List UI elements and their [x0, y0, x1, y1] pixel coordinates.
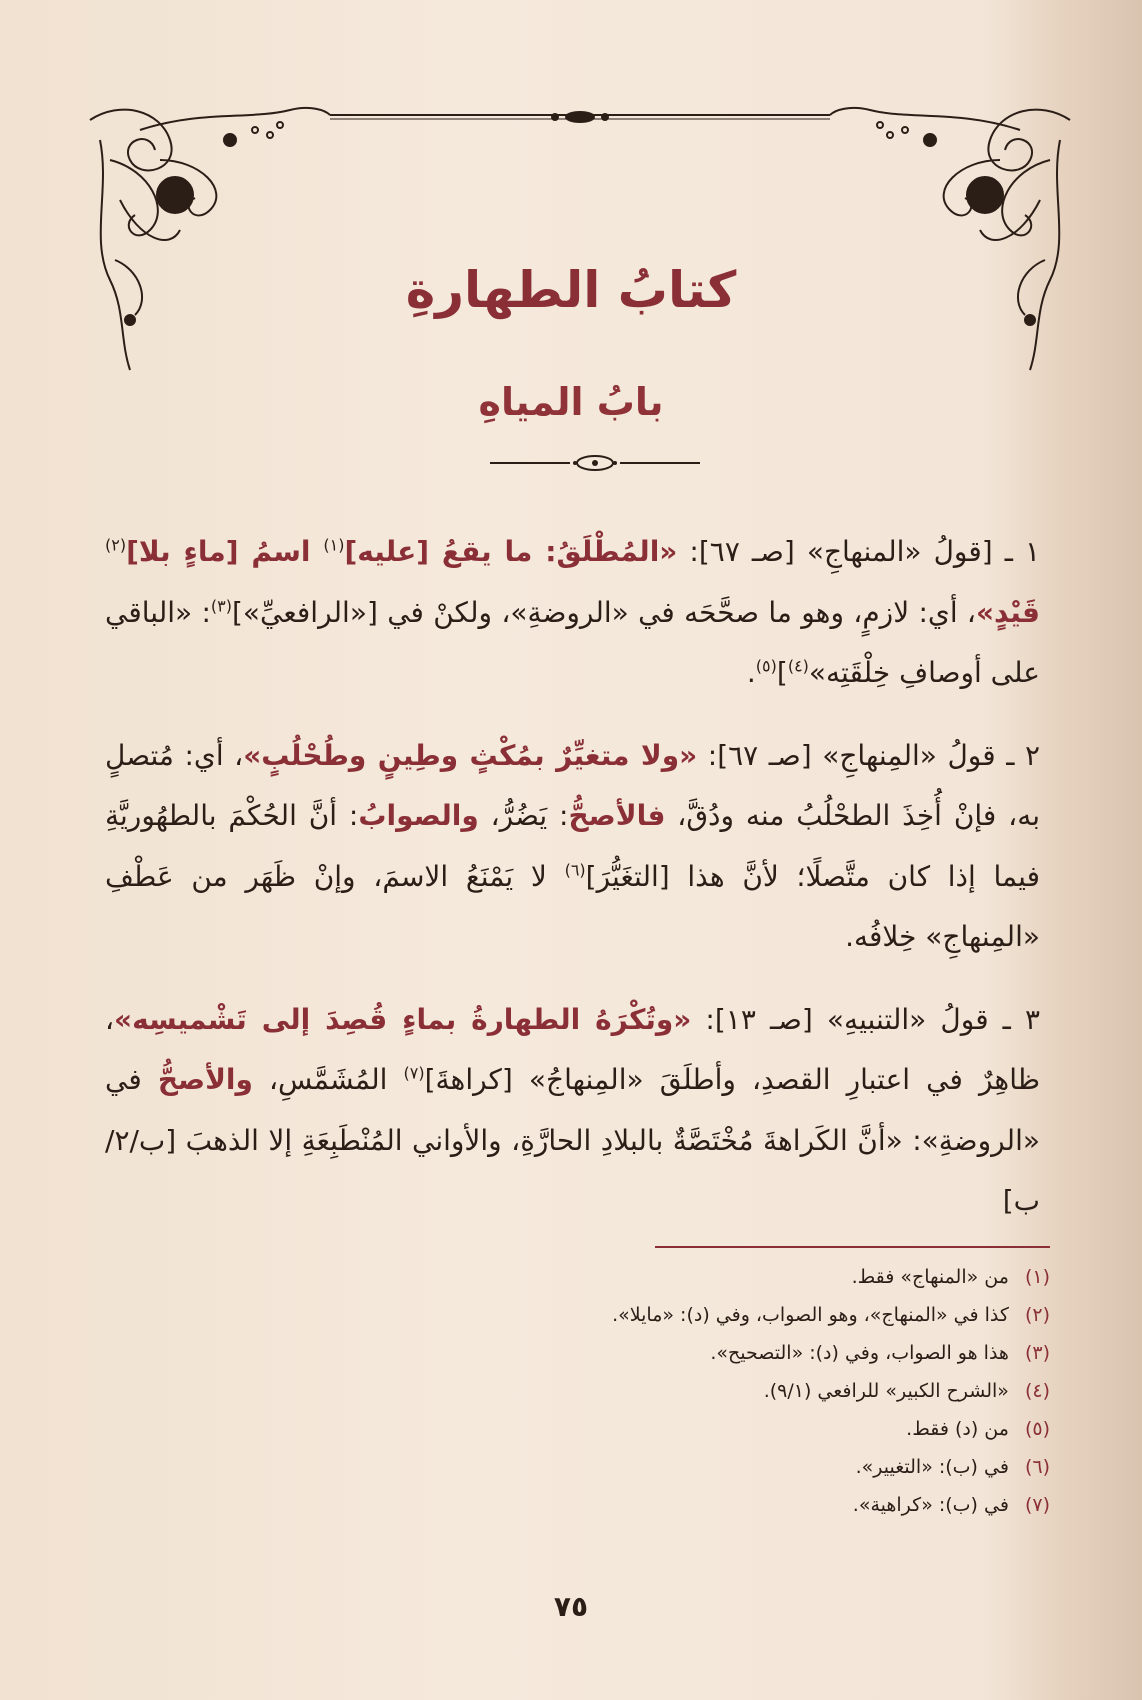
footnote-ref[interactable]: (٥) [755, 656, 777, 676]
footnote-number: (٦) [1024, 1456, 1050, 1478]
text-run: ، أي: لازمٍ، وهو ما صحَّحَه في «الروضةِ»، ولكنْ في [«الرافعيِّ»] [232, 595, 976, 629]
paragraph-1 [105, 522, 1040, 704]
footnote-text: «الشرح الكبير» للرافعي (٩/١). [763, 1380, 1009, 1402]
footnote-text: من (د) فقط. [906, 1418, 1009, 1440]
text-run: ٢ ـ قولُ «المِنهاجِ» [صـ ٦٧]: [697, 738, 1040, 772]
text-run: : «الباقي على أوصافِ خِلْقَتِه» [105, 595, 1040, 689]
text-run: ، أي: مُتصلٍ به، فإنْ أُخِذَ الطحْلُبُ منه ودُقَّ، [105, 738, 1041, 832]
footnote-text: في (ب): «التغيير». [855, 1456, 1009, 1478]
footnote-text: هذا هو الصواب، وفي (د): «التصحيح». [710, 1342, 1009, 1364]
corner-ornament-frame [80, 100, 1080, 390]
book-title: كتابُ الطهارةِ [405, 261, 737, 319]
quoted-text: اسمُ [ماءٍ بلا] [126, 535, 324, 568]
quoted-text: «ولا متغيِّرٌ بمُكْثٍ وطِينٍ وطُحْلُبٍ» [243, 738, 698, 772]
chapter-title: بابُ المياهِ [478, 380, 664, 424]
quoted-text: «وتُكْرَهُ الطهارةُ بماءٍ قُصِدَ إلى تَشْميسِه» [114, 1002, 692, 1036]
footnote-item [105, 1486, 1050, 1524]
text-run: في «الروضةِ»: «أنَّ الكَراهةَ مُخْتَصَّةٌ بالبلادِ الحارَّةِ، والأواني المُنْطَبِعَةِ إلا الذهبَ [ب/٢/ب] [105, 1063, 1040, 1217]
footnote-item [105, 1258, 1050, 1296]
footnote-item [105, 1410, 1050, 1448]
chapter-divider-ornament [490, 452, 700, 474]
text-run: : يَضُرُّ، [478, 799, 569, 832]
footnote-separator [655, 1246, 1050, 1248]
quoted-text: قَيْدٍ» [975, 595, 1040, 629]
text-run: ، ظاهِرٌ في اعتبارِ القصدِ، وأطلَقَ «المِنهاجُ» [كراهةَ] [105, 1002, 1041, 1096]
footnote-ref[interactable]: (٦) [564, 860, 586, 880]
footnote-number: (٥) [1024, 1418, 1050, 1440]
footnote-number: (٢) [1024, 1304, 1050, 1326]
footnote-ref[interactable]: (١) [323, 535, 345, 555]
footnote-item [105, 1334, 1050, 1372]
footnote-number: (٧) [1024, 1494, 1050, 1516]
footnote-number: (٣) [1024, 1342, 1050, 1364]
paragraph-2 [105, 726, 1040, 968]
text-run: ١ ـ [قولُ «المنهاجِ» [صـ ٦٧]: [677, 535, 1040, 568]
text-run: ٣ ـ قولُ «التنبيهِ» [صـ ١٣]: [691, 1002, 1040, 1036]
footnote-text: في (ب): «كراهية». [852, 1494, 1009, 1516]
text-run: . [746, 656, 756, 689]
footnote-text: كذا في «المنهاج»، وهو الصواب، وفي (د): «مايلا». [612, 1304, 1009, 1326]
footnote-ref[interactable]: (٧) [403, 1063, 425, 1083]
footnote-number: (١) [1024, 1266, 1050, 1288]
paragraph-3 [105, 990, 1040, 1232]
quoted-text: والأصحُّ [157, 1063, 253, 1096]
footnote-ref[interactable]: (٣) [210, 596, 232, 616]
main-text [105, 522, 1040, 1254]
footnotes [105, 1258, 1050, 1524]
page-number: ٧٥ [553, 1590, 589, 1623]
footnote-item [105, 1448, 1050, 1486]
text-run: لا يَمْنَعُ الاسمَ، وإنْ ظَهَر من عَطْفِ «المِنهاجِ» خِلافُه. [105, 859, 1040, 953]
footnote-number: (٤) [1024, 1380, 1050, 1402]
footnote-item [105, 1372, 1050, 1410]
quoted-text: فالأصحُّ [568, 799, 666, 832]
text-run: : أنَّ الحُكْمَ بالطهُوريَّةِ فيما إذا كان متَّصلًا؛ لأنَّ هذا [التغَيُّرَ] [105, 799, 1041, 893]
quoted-text: والصوابُ [358, 799, 479, 832]
text-run: المُشَمَّسِ، [252, 1063, 404, 1096]
footnote-ref[interactable]: (٢) [105, 535, 127, 555]
text-run: ] [776, 656, 788, 689]
footnote-item [105, 1296, 1050, 1334]
footnote-ref[interactable]: (٤) [787, 656, 809, 676]
footnote-text: من «المنهاج» فقط. [851, 1266, 1009, 1288]
quoted-text: «المُطْلَقُ: ما يقعُ [عليه] [344, 535, 678, 568]
